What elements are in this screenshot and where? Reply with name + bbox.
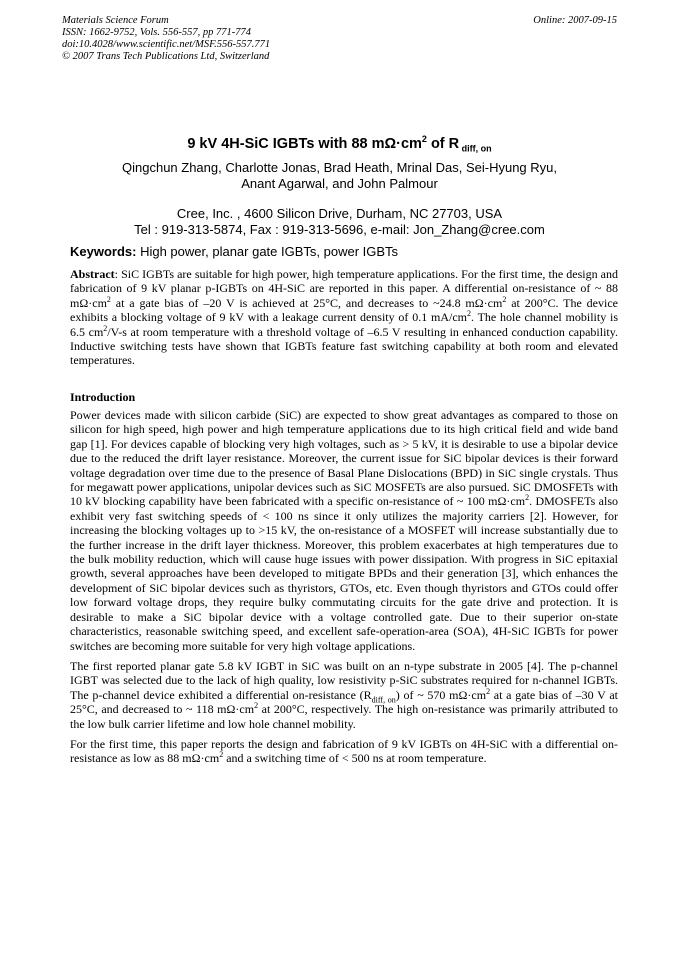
- title-sup: 2: [421, 134, 427, 144]
- intro-paragraph-1: [70, 408, 618, 653]
- intro-p3-sup: 2: [219, 750, 224, 760]
- copyright-line: © 2007 Trans Tech Publications Ltd, Switzerland: [62, 51, 270, 62]
- paper-title: [62, 129, 617, 159]
- intro-paragraph-2: [70, 659, 618, 731]
- intro-p2-sup-1: 2: [486, 686, 491, 696]
- intro-paragraph-3: [70, 737, 618, 766]
- running-header: [62, 15, 617, 63]
- intro-p3-text-a: For the first time, this paper reports the design and fabrication of 9 kV IGBTs on 4H-SiC with a differential on-resistance as low as 88 mΩ·cm: [70, 736, 618, 766]
- intro-p3-text-b: and a switching time of < 500 ns at room temperature.: [223, 751, 487, 766]
- abstract-text-1: : SiC IGBTs are suitable for high power, high temperature applications. For the first time, the design and fabrication of 9 kV planar p-IGBTs on 4H-SiC are reported in this paper. A differential on-resistance of ~ 88 mΩ·cm: [70, 267, 618, 310]
- abstract-sup-3: 2: [467, 309, 471, 319]
- intro-p2-sup-2: 2: [254, 701, 259, 711]
- intro-p1-sup: 2: [525, 493, 530, 503]
- issn-line: ISSN: 1662-9752, Vols. 556-557, pp 771-774: [62, 27, 251, 38]
- intro-p1-text-b: . DMOSFETs also exhibit very fast switching speeds of < 100 ns since it only utilizes the majority carriers [2]. However, for increasing the blocking voltages up to >15 kV, the on-resistance of a MOSFET will increase substantially due to the further increase in the drift layer thickness. Moreover, this problem exacerbates at high temperatures due to the bulk mobility reduction, which will cause huge issues with power dissipation. With progress in SiC epitaxial growth, several approaches have been developed to mitigate BPDs and their generation [3], which enhances the development of SiC bipolar devices such as thyristors, GTOs, etc. Even though thyristors and GTOs could offer low forward voltage drops, they require bulky commutating circuits for the gate drive and protection. It is desirable to make a SiC bipolar device with a voltage controlled gate. Due to their superior on-state characteristics, reasonable switching speed, and excellent safe-operation-area (SOA), 4H-SiC IGBTs for power switches are becoming more suitable for very high voltage applications.: [70, 494, 618, 653]
- introduction-body: [70, 408, 618, 772]
- online-date: Online: 2007-09-15: [533, 15, 617, 26]
- abstract-sup-4: 2: [103, 323, 108, 333]
- affiliation: [62, 206, 617, 238]
- authors-line-2: Anant Agarwal, and John Palmour: [241, 176, 438, 191]
- abstract: [70, 267, 618, 374]
- keywords-label: Keywords:: [70, 244, 137, 259]
- keywords-text: High power, planar gate IGBTs, power IGBTs: [136, 244, 399, 259]
- abstract-text-3: at 200°C. The device exhibits a blocking voltage of 9 kV with a leakage current density of 0.1 mA/cm: [70, 295, 618, 325]
- intro-p2-text-c: at a gate bias of –30 V at 25°C, and decreased to ~ 118 mΩ·cm: [70, 687, 618, 717]
- title-mid: of R: [426, 135, 460, 152]
- affiliation-address: Cree, Inc. , 4600 Silicon Drive, Durham, NC 27703, USA: [176, 206, 503, 221]
- keywords: [70, 244, 615, 260]
- abstract-text-5: /V-s at room temperature with a threshold voltage of –6.5 V resulting in enhanced conduction capability. Inductive switching tests have shown that IGBTs feature fast switching capability at both room and elevated temperatures.: [70, 324, 618, 368]
- abstract-label: Abstract: [70, 267, 115, 281]
- section-heading-introduction: Introduction: [70, 390, 136, 404]
- abstract-text-4: . The hole channel mobility is 6.5 cm: [70, 310, 619, 339]
- abstract-paragraph: [70, 267, 618, 368]
- intro-p1-text-a: Power devices made with silicon carbide (SiC) are expected to show great advantages as compared to those on silicon for high speed, high power and high temperature applications due to its high critical field and wide band gap [1]. For devices capable of blocking very high voltages, such as > 5 kV, it is desirable to use a bipolar device due to the reduced the drift layer resistance. Moreover, the current issue for SiC bipolar devices is their forward voltage degradation over time due to the presence of Basal Plane Dislocations (BPD) in SiC single crystals. Thus for megawatt power applications, unipolar devices such as SiC MOSFETs are also pursued. SiC DMOSFETs with 10 kV blocking capability have been fabricated with a specific on-resistance of ~ 100 mΩ·cm: [70, 408, 618, 509]
- journal-name: Materials Science Forum: [62, 15, 169, 26]
- authors-line-1: Qingchun Zhang, Charlotte Jonas, Brad Heath, Mrinal Das, Sei-Hyung Ryu,: [122, 160, 557, 175]
- title-sub: diff, on: [459, 143, 492, 154]
- author-list: [62, 160, 617, 192]
- intro-p2-text-b: ) of ~ 570 mΩ·cm: [395, 687, 487, 702]
- abstract-sup-2: 2: [502, 294, 507, 304]
- intro-p2-text-d: at 200°C, respectively. The high on-resistance was primarily attributed to the low bulk carrier lifetime and low hole channel mobility.: [70, 702, 618, 731]
- intro-p2-text-a: The first reported planar gate 5.8 kV IGBT in SiC was built on an n-type substrate in 2005 [4]. The p-channel IGBT was selected due to the lack of high quality, low resistivity p-SiC substrates required for n-channel IGBTs. The p-channel device exhibited a differential on-resistance (R: [70, 658, 618, 702]
- abstract-sup-1: 2: [106, 294, 111, 304]
- intro-p2-sub: diff, on: [371, 695, 396, 705]
- abstract-text-2: at a gate bias of –20 V is achieved at 25°C, and decreases to ~24.8 mΩ·cm: [110, 295, 503, 310]
- title-main: 9 kV 4H-SiC IGBTs with 88 mΩ·cm: [187, 135, 422, 152]
- affiliation-contact: Tel : 919-313-5874, Fax : 919-313-5696, e-mail: Jon_Zhang@cree.com: [134, 222, 545, 237]
- doi-line: doi:10.4028/www.scientific.net/MSF.556-557.771: [62, 39, 271, 50]
